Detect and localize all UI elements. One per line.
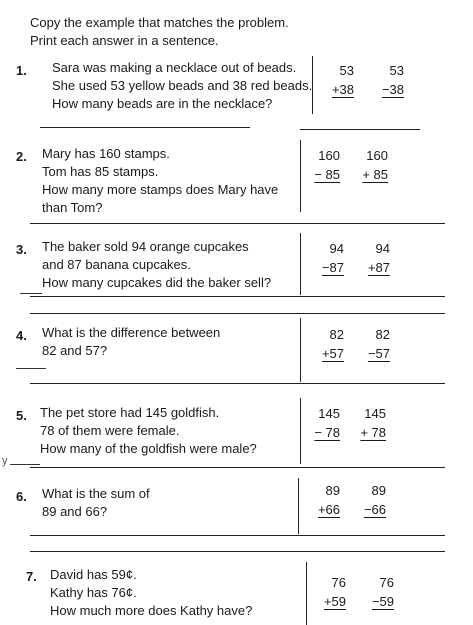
example-bottom: −38 [381,82,404,97]
problem-line: The baker sold 94 orange cupcakes [42,239,249,254]
problem-number: 6. [16,489,27,504]
example-bottom: + 85 [362,167,388,182]
problem-line: 82 and 57? [42,343,108,358]
answer-line[interactable] [30,467,445,468]
example-bottom: +57 [321,346,344,361]
problem-text [42,485,312,521]
problem-line: Sara was making a necklace out of beads. [52,60,297,75]
example-top: 53 [389,63,404,78]
problem-line: How many cupcakes did the baker sell? [42,275,272,290]
example-top: 82 [375,327,390,342]
margin-stroke [20,293,42,294]
problem-number: 2. [16,149,27,164]
divider-line [306,562,307,625]
answer-line[interactable] [30,535,445,536]
problem-line: Mary has 160 stamps. [42,146,170,161]
example-b [354,146,388,184]
instructions [30,14,289,50]
instruction-line-2: Print each answer in a sentence. [30,33,219,48]
example-bottom: −66 [363,502,386,517]
answer-line[interactable] [30,383,445,384]
example-a [320,61,354,99]
example-a [306,146,340,184]
example-bottom: − 78 [314,425,340,440]
problem-line: How much more does Kathy have? [50,603,253,618]
problem-text [40,404,310,458]
example-top: 94 [329,241,344,256]
example-bottom: + 78 [360,425,386,440]
example-bottom: −87 [321,260,344,275]
divider-line [300,233,301,295]
answer-line[interactable] [30,223,445,224]
answer-line[interactable] [30,296,445,297]
instruction-line-1: Copy the example that matches the problem. [30,15,289,30]
example-b [360,573,394,611]
example-top: 53 [339,63,354,78]
example-a [312,573,346,611]
example-top: 145 [364,406,386,421]
problem-line: The pet store had 145 goldfish. [40,405,220,420]
problem-line: What is the difference between [42,325,221,340]
example-top: 94 [375,241,390,256]
example-top: 145 [318,406,340,421]
problem-line: How many more stamps does Mary have [42,182,279,197]
example-top: 160 [366,148,388,163]
example-top: 82 [329,327,344,342]
problem-number: 7. [26,569,37,584]
margin-stroke [10,464,40,465]
example-a [310,325,344,363]
divider-line [300,318,301,382]
problem-text [42,324,312,360]
example-top: 160 [318,148,340,163]
problem-number: 1. [16,63,27,78]
problem-line: 78 of them were female. [40,423,180,438]
example-bottom: −59 [371,594,394,609]
example-b [352,481,386,519]
example-b [370,61,404,99]
problem-text [52,59,322,113]
example-top: 76 [379,575,394,590]
example-bottom: +59 [323,594,346,609]
example-bottom: +66 [317,502,340,517]
problem-line: How many of the goldfish were male? [40,441,257,456]
problem-text [42,145,312,217]
problem-line: and 87 banana cupcakes. [42,257,191,272]
divider-line [300,398,301,464]
problem-text [42,238,312,292]
problem-number: 4. [16,328,27,343]
problem-number: 3. [16,242,27,257]
problem-line: What is the sum of [42,486,150,501]
answer-line[interactable] [30,551,445,552]
example-bottom: +87 [367,260,390,275]
problem-line: Tom has 85 stamps. [42,164,159,179]
problem-line: How many beads are in the necklace? [52,96,273,111]
problem-line: than Tom? [42,200,103,215]
divider-line [300,140,301,212]
example-b [356,239,390,277]
example-bottom: −57 [367,346,390,361]
answer-line[interactable] [30,313,445,314]
problem-line: Kathy has 76¢. [50,585,137,600]
problem-number: 5. [16,408,27,423]
example-a [310,239,344,277]
problem-text [50,566,320,620]
problem-line: 89 and 66? [42,504,108,519]
example-b [356,325,390,363]
margin-stroke [16,368,46,369]
example-a [306,481,340,519]
divider-line [312,56,313,114]
divider-line [298,478,299,534]
problem-line: She used 53 yellow beads and 38 red beads. [52,78,313,93]
example-a [306,404,340,442]
example-top: 76 [331,575,346,590]
example-bottom: − 85 [314,167,340,182]
answer-line[interactable] [300,129,420,130]
example-b [352,404,386,442]
answer-line[interactable] [40,127,250,128]
example-top: 89 [371,483,386,498]
problem-line: David has 59¢. [50,567,137,582]
example-top: 89 [325,483,340,498]
example-bottom: +38 [331,82,354,97]
margin-mark: y [2,455,8,467]
